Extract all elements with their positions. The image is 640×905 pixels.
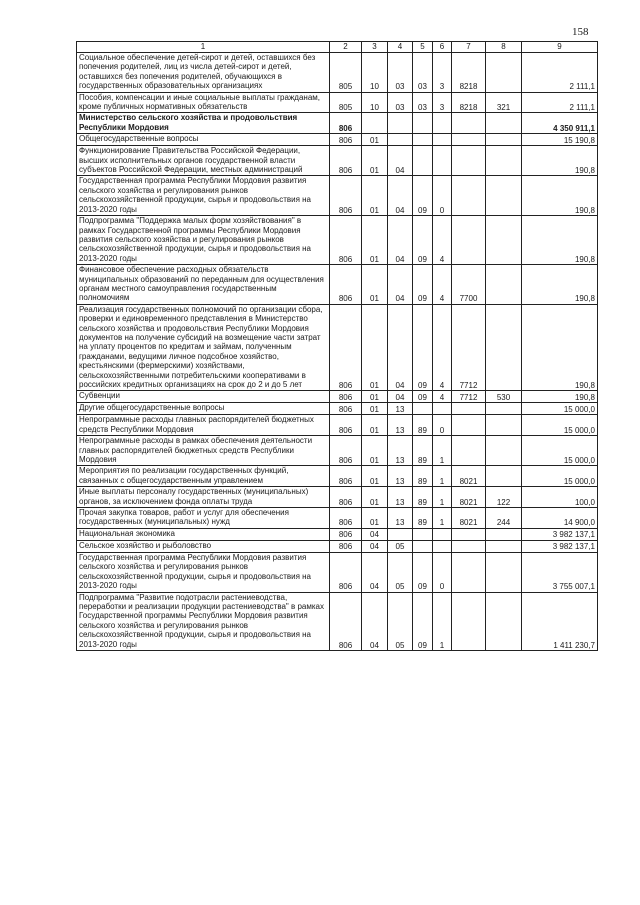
- row-name-cell: Национальная экономика: [77, 528, 330, 540]
- section-code-cell: 10: [362, 92, 388, 113]
- subsection-code-cell: 04: [388, 216, 413, 265]
- program-code-cell: 09: [413, 304, 433, 391]
- item-code-cell: [452, 403, 486, 415]
- item-code-cell: [452, 134, 486, 146]
- ministry-code-cell: 806: [330, 403, 362, 415]
- subprogram-code-cell: [433, 134, 452, 146]
- expense-type-code-cell: [486, 403, 522, 415]
- program-code-cell: [413, 528, 433, 540]
- program-code-cell: 89: [413, 466, 433, 487]
- row-name-cell: Прочая закупка товаров, работ и услуг для обеспечения государственных (муниципальных) нужд: [77, 508, 330, 529]
- subsection-code-cell: [388, 528, 413, 540]
- table-row: [77, 391, 598, 403]
- subsection-code-cell: 04: [388, 176, 413, 216]
- section-code-cell: 01: [362, 304, 388, 391]
- ministry-code-cell: 806: [330, 216, 362, 265]
- amount-cell: 15 000,0: [522, 436, 598, 466]
- table-row: [77, 176, 598, 216]
- expense-type-code-cell: 530: [486, 391, 522, 403]
- amount-cell: 1 411 230,7: [522, 592, 598, 650]
- row-name-cell: Социальное обеспечение детей-сирот и детей, оставшихся без попечения родителей, лиц из числа детей-сирот и детей, оставшихся без попечения родителей, обучающихся в государственных образовательных организациях: [77, 53, 330, 93]
- amount-cell: 3 982 137,1: [522, 540, 598, 552]
- row-name-cell: Финансовое обеспечение расходных обязательств муниципальных образований по переданным для осуществления органам местного самоуправления государственным полномочиям: [77, 265, 330, 305]
- expense-type-code-cell: 244: [486, 508, 522, 529]
- header-cell: 1: [77, 42, 330, 53]
- table-row: [77, 415, 598, 436]
- item-code-cell: 7712: [452, 391, 486, 403]
- ministry-code-cell: 806: [330, 552, 362, 592]
- subprogram-code-cell: 1: [433, 436, 452, 466]
- ministry-code-cell: 806: [330, 508, 362, 529]
- subsection-code-cell: 13: [388, 415, 413, 436]
- program-code-cell: [413, 113, 433, 134]
- subprogram-code-cell: 0: [433, 176, 452, 216]
- subprogram-code-cell: [433, 528, 452, 540]
- table-row: [77, 552, 598, 592]
- item-code-cell: [452, 528, 486, 540]
- ministry-code-cell: 806: [330, 540, 362, 552]
- section-code-cell: 01: [362, 403, 388, 415]
- header-cell: 9: [522, 42, 598, 53]
- header-cell: 2: [330, 42, 362, 53]
- expense-type-code-cell: [486, 466, 522, 487]
- table-row: [77, 592, 598, 650]
- header-cell: 5: [413, 42, 433, 53]
- subsection-code-cell: 05: [388, 540, 413, 552]
- header-cell: 3: [362, 42, 388, 53]
- subsection-code-cell: 05: [388, 552, 413, 592]
- subprogram-code-cell: 1: [433, 466, 452, 487]
- subsection-code-cell: [388, 134, 413, 146]
- section-code-cell: 01: [362, 216, 388, 265]
- section-code-cell: 10: [362, 53, 388, 93]
- row-name-cell: Общегосударственные вопросы: [77, 134, 330, 146]
- ministry-code-cell: 806: [330, 265, 362, 305]
- expense-type-code-cell: 321: [486, 92, 522, 113]
- subsection-code-cell: 03: [388, 92, 413, 113]
- row-name-cell: Непрограммные расходы в рамках обеспечения деятельности главных распорядителей бюджетных средств Республики Мордовия: [77, 436, 330, 466]
- subprogram-code-cell: 0: [433, 415, 452, 436]
- item-code-cell: 8218: [452, 53, 486, 93]
- page-number: 158: [572, 26, 589, 38]
- section-code-cell: [362, 113, 388, 134]
- subprogram-code-cell: 3: [433, 92, 452, 113]
- subsection-code-cell: 04: [388, 304, 413, 391]
- table-row: [77, 216, 598, 265]
- item-code-cell: [452, 216, 486, 265]
- ministry-code-cell: 806: [330, 113, 362, 134]
- row-name-cell: Пособия, компенсации и иные социальные выплаты гражданам, кроме публичных нормативных обязательств: [77, 92, 330, 113]
- item-code-cell: 8021: [452, 508, 486, 529]
- amount-cell: 15 000,0: [522, 415, 598, 436]
- amount-cell: 2 111,1: [522, 92, 598, 113]
- program-code-cell: 09: [413, 552, 433, 592]
- program-code-cell: [413, 403, 433, 415]
- subsection-code-cell: 13: [388, 466, 413, 487]
- section-code-cell: 04: [362, 528, 388, 540]
- ministry-code-cell: 806: [330, 592, 362, 650]
- amount-cell: 4 350 911,1: [522, 113, 598, 134]
- expense-type-code-cell: [486, 528, 522, 540]
- expense-type-code-cell: [486, 415, 522, 436]
- expense-type-code-cell: [486, 53, 522, 93]
- program-code-cell: 89: [413, 508, 433, 529]
- table-row: [77, 92, 598, 113]
- item-code-cell: 7712: [452, 304, 486, 391]
- subprogram-code-cell: 1: [433, 487, 452, 508]
- table-row: [77, 146, 598, 176]
- program-code-cell: 09: [413, 391, 433, 403]
- row-name-cell: Реализация государственных полномочий по организации сбора, проверки и единовременного представления в Министерство сельского хозяйства и продовольствия Республики Мордовия документов на получение субсидий на возмещение части затрат на уплату процентов по кредитам и займам, полученным гражданами, ведущими личное подсобное хозяйство, крестьянскими (фермерскими) хозяйствами, сельскохозяйственными потребительскими кооперативами в российских кредитных организациях на срок до 2 и до 5 лет: [77, 304, 330, 391]
- ministry-code-cell: 805: [330, 92, 362, 113]
- table-body: [77, 53, 598, 651]
- item-code-cell: [452, 113, 486, 134]
- ministry-code-cell: 806: [330, 415, 362, 436]
- budget-table: [76, 41, 598, 651]
- program-code-cell: 09: [413, 592, 433, 650]
- row-name-cell: Непрограммные расходы главных распорядителей бюджетных средств Республики Мордовия: [77, 415, 330, 436]
- ministry-code-cell: 806: [330, 176, 362, 216]
- table-row: [77, 304, 598, 391]
- expense-type-code-cell: [486, 265, 522, 305]
- item-code-cell: 7700: [452, 265, 486, 305]
- program-code-cell: 89: [413, 415, 433, 436]
- amount-cell: 14 900,0: [522, 508, 598, 529]
- section-code-cell: 01: [362, 176, 388, 216]
- amount-cell: 2 111,1: [522, 53, 598, 93]
- table-row: [77, 487, 598, 508]
- subprogram-code-cell: [433, 403, 452, 415]
- header-cell: 7: [452, 42, 486, 53]
- program-code-cell: [413, 134, 433, 146]
- ministry-code-cell: 806: [330, 528, 362, 540]
- ministry-code-cell: 806: [330, 134, 362, 146]
- section-code-cell: 01: [362, 466, 388, 487]
- subsection-code-cell: 04: [388, 391, 413, 403]
- subprogram-code-cell: 3: [433, 53, 452, 93]
- subsection-code-cell: 04: [388, 146, 413, 176]
- row-name-cell: Подпрограмма "Поддержка малых форм хозяйствования" в рамках Государственной программы Республики Мордовия развития сельского хозяйства и регулирования рынков сельскохозяйственной продукции, сырья и продовольствия на 2013-2020 годы: [77, 216, 330, 265]
- expense-type-code-cell: [486, 436, 522, 466]
- ministry-code-cell: 806: [330, 466, 362, 487]
- expense-type-code-cell: [486, 540, 522, 552]
- table-row: [77, 403, 598, 415]
- subprogram-code-cell: 4: [433, 391, 452, 403]
- section-code-cell: 04: [362, 540, 388, 552]
- table-row: [77, 508, 598, 529]
- ministry-code-cell: 806: [330, 304, 362, 391]
- subprogram-code-cell: [433, 113, 452, 134]
- amount-cell: 15 000,0: [522, 466, 598, 487]
- item-code-cell: 8021: [452, 466, 486, 487]
- subprogram-code-cell: 4: [433, 216, 452, 265]
- program-code-cell: 89: [413, 436, 433, 466]
- table-row: [77, 113, 598, 134]
- item-code-cell: [452, 415, 486, 436]
- subprogram-code-cell: 4: [433, 304, 452, 391]
- subprogram-code-cell: 1: [433, 508, 452, 529]
- amount-cell: 190,8: [522, 304, 598, 391]
- subsection-code-cell: 05: [388, 592, 413, 650]
- amount-cell: 100,0: [522, 487, 598, 508]
- section-code-cell: 04: [362, 552, 388, 592]
- section-code-cell: 01: [362, 391, 388, 403]
- subprogram-code-cell: 0: [433, 552, 452, 592]
- header-cell: 6: [433, 42, 452, 53]
- item-code-cell: [452, 540, 486, 552]
- subsection-code-cell: 04: [388, 265, 413, 305]
- amount-cell: 190,8: [522, 216, 598, 265]
- amount-cell: 190,8: [522, 176, 598, 216]
- program-code-cell: [413, 540, 433, 552]
- expense-type-code-cell: [486, 216, 522, 265]
- program-code-cell: 89: [413, 487, 433, 508]
- program-code-cell: 03: [413, 92, 433, 113]
- section-code-cell: 01: [362, 487, 388, 508]
- table-row: [77, 528, 598, 540]
- item-code-cell: 8218: [452, 92, 486, 113]
- header-cell: 4: [388, 42, 413, 53]
- row-name-cell: Функционирование Правительства Российской Федерации, высших исполнительных органов государственной власти субъектов Российской Федерации, местных администраций: [77, 146, 330, 176]
- row-name-cell: Другие общегосударственные вопросы: [77, 403, 330, 415]
- table-row: [77, 134, 598, 146]
- item-code-cell: [452, 146, 486, 176]
- item-code-cell: 8021: [452, 487, 486, 508]
- expense-type-code-cell: [486, 134, 522, 146]
- item-code-cell: [452, 552, 486, 592]
- row-name-cell: Субвенции: [77, 391, 330, 403]
- subprogram-code-cell: [433, 540, 452, 552]
- amount-cell: 190,8: [522, 265, 598, 305]
- program-code-cell: 09: [413, 265, 433, 305]
- section-code-cell: 01: [362, 134, 388, 146]
- table-row: [77, 265, 598, 305]
- row-name-cell: Государственная программа Республики Мордовия развития сельского хозяйства и регулирования рынков сельскохозяйственной продукции, сырья и продовольствия на 2013-2020 годы: [77, 552, 330, 592]
- subsection-code-cell: 13: [388, 487, 413, 508]
- table-row: [77, 466, 598, 487]
- table-header-row: [77, 42, 598, 53]
- expense-type-code-cell: [486, 552, 522, 592]
- section-code-cell: 01: [362, 415, 388, 436]
- table-row: [77, 436, 598, 466]
- section-code-cell: 01: [362, 508, 388, 529]
- program-code-cell: 03: [413, 53, 433, 93]
- row-name-cell: Мероприятия по реализации государственных функций, связанных с общегосударственным управлением: [77, 466, 330, 487]
- subsection-code-cell: 13: [388, 436, 413, 466]
- subprogram-code-cell: [433, 146, 452, 176]
- amount-cell: 190,8: [522, 391, 598, 403]
- row-name-cell: Министерство сельского хозяйства и продовольствия Республики Мордовия: [77, 113, 330, 134]
- subsection-code-cell: 13: [388, 508, 413, 529]
- amount-cell: 15 190,8: [522, 134, 598, 146]
- expense-type-code-cell: [486, 113, 522, 134]
- expense-type-code-cell: [486, 304, 522, 391]
- row-name-cell: Государственная программа Республики Мордовия развития сельского хозяйства и регулирования рынков сельскохозяйственной продукции, сырья и продовольствия на 2013-2020 годы: [77, 176, 330, 216]
- ministry-code-cell: 806: [330, 146, 362, 176]
- program-code-cell: [413, 146, 433, 176]
- expense-type-code-cell: [486, 592, 522, 650]
- item-code-cell: [452, 176, 486, 216]
- section-code-cell: 01: [362, 265, 388, 305]
- section-code-cell: 04: [362, 592, 388, 650]
- row-name-cell: Подпрограмма "Развитие подотрасли растениеводства, переработки и реализации продукции растениеводства" в рамках Государственной программы Республики Мордовия развития сельского хозяйства и регулирования рынков сельскохозяйственной продукции, сырья и продовольствия на 2013-2020 годы: [77, 592, 330, 650]
- expense-type-code-cell: 122: [486, 487, 522, 508]
- section-code-cell: 01: [362, 146, 388, 176]
- ministry-code-cell: 806: [330, 391, 362, 403]
- subsection-code-cell: 13: [388, 403, 413, 415]
- row-name-cell: Иные выплаты персоналу государственных (муниципальных) органов, за исключением фонда оплаты труда: [77, 487, 330, 508]
- subsection-code-cell: 03: [388, 53, 413, 93]
- ministry-code-cell: 806: [330, 487, 362, 508]
- subsection-code-cell: [388, 113, 413, 134]
- amount-cell: 3 755 007,1: [522, 552, 598, 592]
- amount-cell: 190,8: [522, 146, 598, 176]
- program-code-cell: 09: [413, 176, 433, 216]
- row-name-cell: Сельское хозяйство и рыболовство: [77, 540, 330, 552]
- amount-cell: 15 000,0: [522, 403, 598, 415]
- program-code-cell: 09: [413, 216, 433, 265]
- expense-type-code-cell: [486, 176, 522, 216]
- table-row: [77, 540, 598, 552]
- item-code-cell: [452, 436, 486, 466]
- item-code-cell: [452, 592, 486, 650]
- subprogram-code-cell: 1: [433, 592, 452, 650]
- ministry-code-cell: 805: [330, 53, 362, 93]
- expense-type-code-cell: [486, 146, 522, 176]
- subprogram-code-cell: 4: [433, 265, 452, 305]
- header-cell: 8: [486, 42, 522, 53]
- table-row: [77, 53, 598, 93]
- amount-cell: 3 982 137,1: [522, 528, 598, 540]
- ministry-code-cell: 806: [330, 436, 362, 466]
- section-code-cell: 01: [362, 436, 388, 466]
